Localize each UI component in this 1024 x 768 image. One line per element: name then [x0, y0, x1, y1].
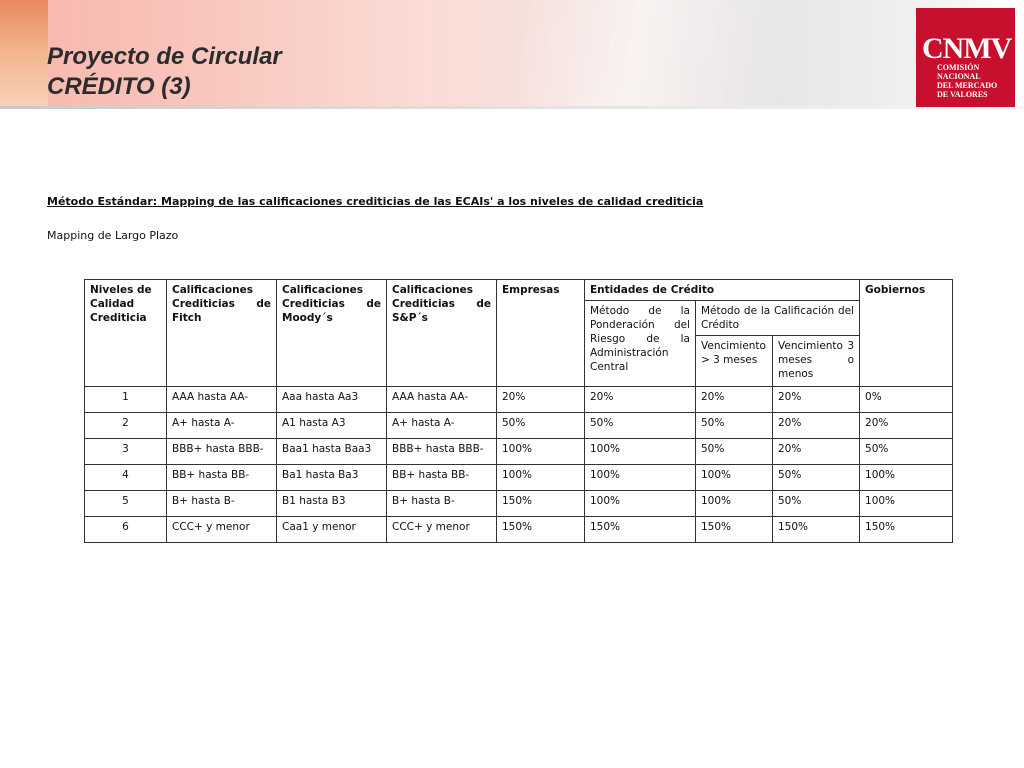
cell-sp: A+ hasta A- — [387, 413, 497, 439]
cell-empresas: 20% — [497, 387, 585, 413]
header-metodo-calificacion: Método de la Calificación del Crédito — [696, 301, 860, 336]
header-metodo-ponderacion: Método de la Ponderación del Riesgo de la Administración Central — [585, 301, 696, 387]
header-niveles: Niveles de Calidad Crediticia — [85, 280, 167, 387]
cell-fitch: BBB+ hasta BBB- — [167, 439, 277, 465]
cell-gobiernos: 150% — [860, 517, 953, 543]
cell-fitch: B+ hasta B- — [167, 491, 277, 517]
cell-vencimiento-menor: 20% — [773, 413, 860, 439]
cell-moodys: Baa1 hasta Baa3 — [277, 439, 387, 465]
cell-vencimiento-menor: 20% — [773, 439, 860, 465]
header-sp: Calificaciones Crediticias de S&P´s — [387, 280, 497, 387]
logo-subtitle — [937, 63, 997, 99]
document-heading: Método Estándar: Mapping de las calificaciones crediticias de las ECAIs' a los niveles de calidad crediticia — [47, 195, 704, 208]
table-row — [85, 439, 953, 465]
cell-moodys: B1 hasta B3 — [277, 491, 387, 517]
cell-vencimiento-mayor: 50% — [696, 439, 773, 465]
cell-nivel: 3 — [85, 439, 167, 465]
cell-nivel: 2 — [85, 413, 167, 439]
cell-ponderacion: 150% — [585, 517, 696, 543]
cell-sp: B+ hasta B- — [387, 491, 497, 517]
table-row — [85, 491, 953, 517]
header-sheen — [520, 0, 780, 108]
header-fitch: Calificaciones Crediticias de Fitch — [167, 280, 277, 387]
cell-moodys: A1 hasta A3 — [277, 413, 387, 439]
logo-sub-line: NACIONAL — [937, 72, 981, 81]
cell-nivel: 5 — [85, 491, 167, 517]
cell-ponderacion: 20% — [585, 387, 696, 413]
cell-sp: BBB+ hasta BBB- — [387, 439, 497, 465]
mapping-table — [84, 279, 953, 543]
header-accent — [0, 0, 48, 108]
header-vencimiento-menor: Vencimiento 3 meses o menos — [773, 336, 860, 387]
logo-sub-line: COMISIÓN — [937, 63, 980, 72]
cell-moodys: Ba1 hasta Ba3 — [277, 465, 387, 491]
cell-vencimiento-menor: 50% — [773, 491, 860, 517]
cell-empresas: 150% — [497, 517, 585, 543]
cell-vencimiento-mayor: 100% — [696, 491, 773, 517]
cell-ponderacion: 100% — [585, 439, 696, 465]
header-moodys: Calificaciones Crediticias de Moody´s — [277, 280, 387, 387]
cell-empresas: 100% — [497, 465, 585, 491]
cell-ponderacion: 100% — [585, 465, 696, 491]
title-line-1: Proyecto de Circular — [47, 43, 282, 70]
cell-sp: CCC+ y menor — [387, 517, 497, 543]
cell-fitch: A+ hasta A- — [167, 413, 277, 439]
cell-vencimiento-mayor: 20% — [696, 387, 773, 413]
cell-empresas: 100% — [497, 439, 585, 465]
cell-vencimiento-menor: 50% — [773, 465, 860, 491]
cell-nivel: 6 — [85, 517, 167, 543]
cnmv-logo — [916, 8, 1015, 107]
logo-sub-line: DEL MERCADO — [937, 81, 998, 90]
table-row — [85, 413, 953, 439]
logo-sub-line: DE VALORES — [937, 90, 988, 99]
cell-nivel: 1 — [85, 387, 167, 413]
cell-vencimiento-mayor: 50% — [696, 413, 773, 439]
document-subheading: Mapping de Largo Plazo — [47, 229, 179, 242]
cell-gobiernos: 0% — [860, 387, 953, 413]
cell-gobiernos: 100% — [860, 465, 953, 491]
cell-gobiernos: 20% — [860, 413, 953, 439]
cell-vencimiento-menor: 150% — [773, 517, 860, 543]
cell-gobiernos: 100% — [860, 491, 953, 517]
page-title — [47, 42, 282, 102]
header-gobiernos: Gobiernos — [860, 280, 953, 387]
header-vencimiento-mayor: Vencimiento > 3 meses — [696, 336, 773, 387]
cell-ponderacion: 50% — [585, 413, 696, 439]
cell-empresas: 50% — [497, 413, 585, 439]
cell-vencimiento-mayor: 150% — [696, 517, 773, 543]
table-row — [85, 387, 953, 413]
title-line-2: CRÉDITO (3) — [47, 73, 191, 100]
cell-sp: BB+ hasta BB- — [387, 465, 497, 491]
cell-moodys: Caa1 y menor — [277, 517, 387, 543]
cell-moodys: Aaa hasta Aa3 — [277, 387, 387, 413]
cell-fitch: CCC+ y menor — [167, 517, 277, 543]
cell-empresas: 150% — [497, 491, 585, 517]
table-row — [85, 465, 953, 491]
header-divider — [0, 106, 1024, 109]
cell-fitch: BB+ hasta BB- — [167, 465, 277, 491]
logo-wordmark: CNMV — [922, 32, 1012, 65]
cell-ponderacion: 100% — [585, 491, 696, 517]
table-row — [85, 517, 953, 543]
cell-fitch: AAA hasta AA- — [167, 387, 277, 413]
cell-nivel: 4 — [85, 465, 167, 491]
cell-vencimiento-menor: 20% — [773, 387, 860, 413]
header-empresas: Empresas — [497, 280, 585, 387]
cell-gobiernos: 50% — [860, 439, 953, 465]
header-entidades: Entidades de Crédito — [585, 280, 860, 301]
cell-vencimiento-mayor: 100% — [696, 465, 773, 491]
cell-sp: AAA hasta AA- — [387, 387, 497, 413]
